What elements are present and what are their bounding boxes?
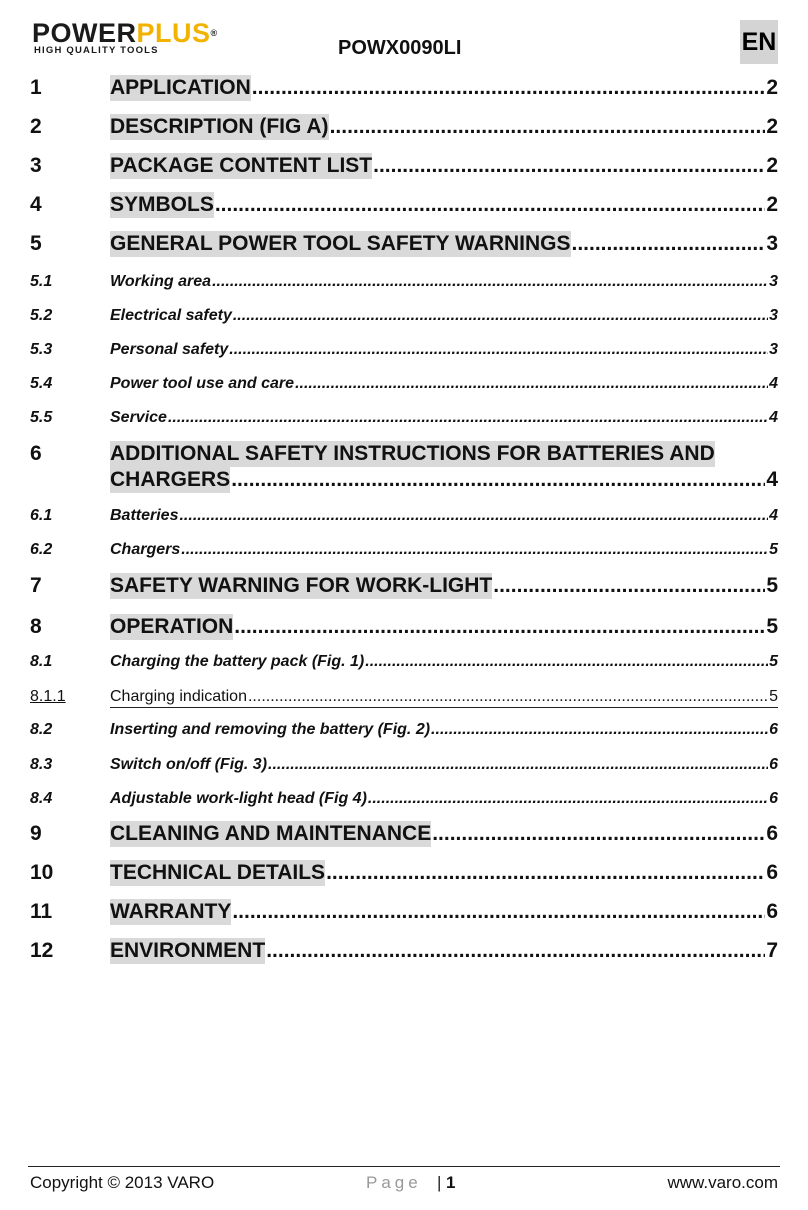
toc-entry-page: 6 bbox=[766, 822, 778, 845]
toc-entry-page: 4 bbox=[769, 409, 778, 426]
toc-entry-page: 5 bbox=[769, 653, 778, 670]
dot-leader bbox=[248, 687, 768, 707]
toc-entry-number: 1 bbox=[30, 76, 42, 99]
page-footer bbox=[0, 1160, 808, 1200]
toc-entry-title: Power tool use and care bbox=[110, 375, 295, 392]
toc-entry-title: Chargers bbox=[110, 541, 181, 558]
dot-leader bbox=[295, 374, 768, 394]
toc-entry-number: 9 bbox=[30, 822, 42, 845]
toc-entry-number: 8.2 bbox=[30, 721, 53, 738]
toc-entry-page: 4 bbox=[769, 375, 778, 392]
dot-leader bbox=[252, 75, 766, 101]
toc-entry-page: 6 bbox=[769, 721, 778, 738]
toc-entry-page: 6 bbox=[766, 861, 778, 884]
toc-entry-page: 5 bbox=[769, 541, 778, 558]
dot-leader bbox=[231, 467, 765, 493]
dot-leader bbox=[179, 506, 768, 526]
page-separator: | bbox=[437, 1173, 442, 1192]
toc-entry-number: 6 bbox=[30, 442, 42, 465]
toc-entry-number: 5.5 bbox=[30, 409, 53, 426]
dot-leader bbox=[212, 272, 768, 292]
toc-entry-title: SAFETY WARNING FOR WORK-LIGHT bbox=[110, 574, 493, 597]
toc-entry-title: Electrical safety bbox=[110, 307, 232, 324]
logo-word-plus: PLUS bbox=[136, 18, 211, 48]
dot-leader bbox=[368, 789, 768, 809]
toc-entry-number: 8.4 bbox=[30, 790, 53, 807]
dot-leader bbox=[431, 720, 768, 740]
toc-entry-page: 5 bbox=[766, 574, 778, 597]
toc-entry-title: Working area bbox=[110, 273, 212, 290]
language-badge: EN bbox=[740, 20, 778, 64]
toc-entry-title: APPLICATION bbox=[110, 76, 251, 99]
copyright-notice: Copyright © 2013 VARO bbox=[30, 1173, 215, 1192]
dot-leader bbox=[181, 540, 768, 560]
toc-entry-number: 4 bbox=[30, 193, 42, 216]
toc-entry-number: 8.1 bbox=[30, 653, 53, 670]
toc-entry-page: 7 bbox=[766, 939, 778, 962]
dot-leader bbox=[330, 114, 766, 140]
toc-entry-number: 5.1 bbox=[30, 273, 53, 290]
toc-entry-page: 4 bbox=[769, 507, 778, 524]
logo-word-power: POWER bbox=[32, 18, 137, 48]
toc-entry-number: 5.3 bbox=[30, 341, 53, 358]
toc-entry-number: 5 bbox=[30, 232, 42, 255]
toc-entry-number: 10 bbox=[30, 861, 54, 884]
page-number: 1 bbox=[446, 1173, 456, 1192]
page-label: Page bbox=[366, 1173, 422, 1192]
registered-mark: ® bbox=[210, 28, 218, 38]
logo-tagline: HIGH QUALITY TOOLS bbox=[34, 45, 159, 56]
toc-entry-title: WARRANTY bbox=[110, 900, 232, 923]
toc-entry-number: 2 bbox=[30, 115, 42, 138]
toc-entry-title: Inserting and removing the battery (Fig. 2) bbox=[110, 721, 431, 738]
toc-entry-title: Personal safety bbox=[110, 341, 229, 358]
toc-entry-number: 8 bbox=[30, 615, 42, 638]
dot-leader bbox=[215, 192, 765, 218]
toc-entry-page: 3 bbox=[769, 307, 778, 324]
dot-leader bbox=[373, 153, 765, 179]
toc-entry-title: ENVIRONMENT bbox=[110, 939, 266, 962]
toc-entry-number: 6.1 bbox=[30, 507, 53, 524]
footer-divider bbox=[28, 1166, 780, 1167]
model-number: POWX0090LI bbox=[338, 37, 462, 59]
toc-entry-page: 6 bbox=[769, 790, 778, 807]
toc-entry-number: 8.3 bbox=[30, 756, 53, 773]
dot-leader bbox=[229, 340, 768, 360]
toc-entry-title: Adjustable work-light head (Fig 4) bbox=[110, 790, 367, 807]
toc-entry-title: Charging indication bbox=[110, 688, 247, 705]
toc-entry-title: PACKAGE CONTENT LIST bbox=[110, 154, 373, 177]
toc-entry-page: 2 bbox=[766, 154, 778, 177]
toc-entry-title: GENERAL POWER TOOL SAFETY WARNINGS bbox=[110, 232, 571, 255]
dot-leader bbox=[168, 408, 768, 428]
toc-entry-title: SYMBOLS bbox=[110, 193, 214, 216]
toc-entry-page: 2 bbox=[766, 193, 778, 216]
toc-entry-number: 5.2 bbox=[30, 307, 53, 324]
toc-entry-page: 5 bbox=[769, 688, 778, 705]
toc-entry-number: 3 bbox=[30, 154, 42, 177]
toc-entry-title: Switch on/off (Fig. 3) bbox=[110, 756, 268, 773]
toc-entry-title: TECHNICAL DETAILS bbox=[110, 861, 326, 884]
dot-leader bbox=[266, 938, 765, 964]
dot-leader bbox=[572, 231, 766, 257]
toc-entry-number: 11 bbox=[30, 900, 53, 923]
dot-leader bbox=[233, 306, 768, 326]
dot-leader bbox=[432, 821, 765, 847]
toc-entry-page: 5 bbox=[766, 615, 778, 638]
website-link[interactable]: www.varo.com bbox=[667, 1173, 778, 1192]
toc-entry-title: CLEANING AND MAINTENANCE bbox=[110, 822, 432, 845]
toc-entry-number: 12 bbox=[30, 939, 54, 962]
toc-entry-page: 4 bbox=[766, 468, 778, 491]
toc-entry-title-line2: CHARGERS bbox=[110, 468, 231, 491]
toc-entry-title: DESCRIPTION (FIG A) bbox=[110, 115, 329, 138]
toc-entry-title: Charging the battery pack (Fig. 1) bbox=[110, 653, 365, 670]
dot-leader bbox=[234, 614, 765, 640]
toc-entry-number: 7 bbox=[30, 574, 42, 597]
toc-entry-title: OPERATION bbox=[110, 615, 234, 638]
toc-entry-number: 6.2 bbox=[30, 541, 53, 558]
toc-entry-title: Service bbox=[110, 409, 167, 426]
dot-leader bbox=[493, 573, 765, 599]
toc-entry-title-line1: ADDITIONAL SAFETY INSTRUCTIONS FOR BATTERIES AND bbox=[110, 442, 715, 465]
dot-leader bbox=[268, 755, 768, 775]
dot-leader bbox=[365, 652, 768, 672]
toc-entry-title: Batteries bbox=[110, 507, 179, 524]
toc-entry-number: 8.1.1 bbox=[30, 688, 66, 705]
toc-entry-page: 2 bbox=[766, 76, 778, 99]
toc-entry-page: 2 bbox=[766, 115, 778, 138]
dot-leader bbox=[232, 899, 765, 925]
toc-entry-number: 5.4 bbox=[30, 375, 53, 392]
toc-entry-page: 3 bbox=[769, 273, 778, 290]
dot-leader bbox=[326, 860, 765, 886]
toc-entry-page: 3 bbox=[769, 341, 778, 358]
toc-entry-page: 6 bbox=[769, 756, 778, 773]
toc-entry-page: 6 bbox=[766, 900, 778, 923]
toc-entry-page: 3 bbox=[766, 232, 778, 255]
